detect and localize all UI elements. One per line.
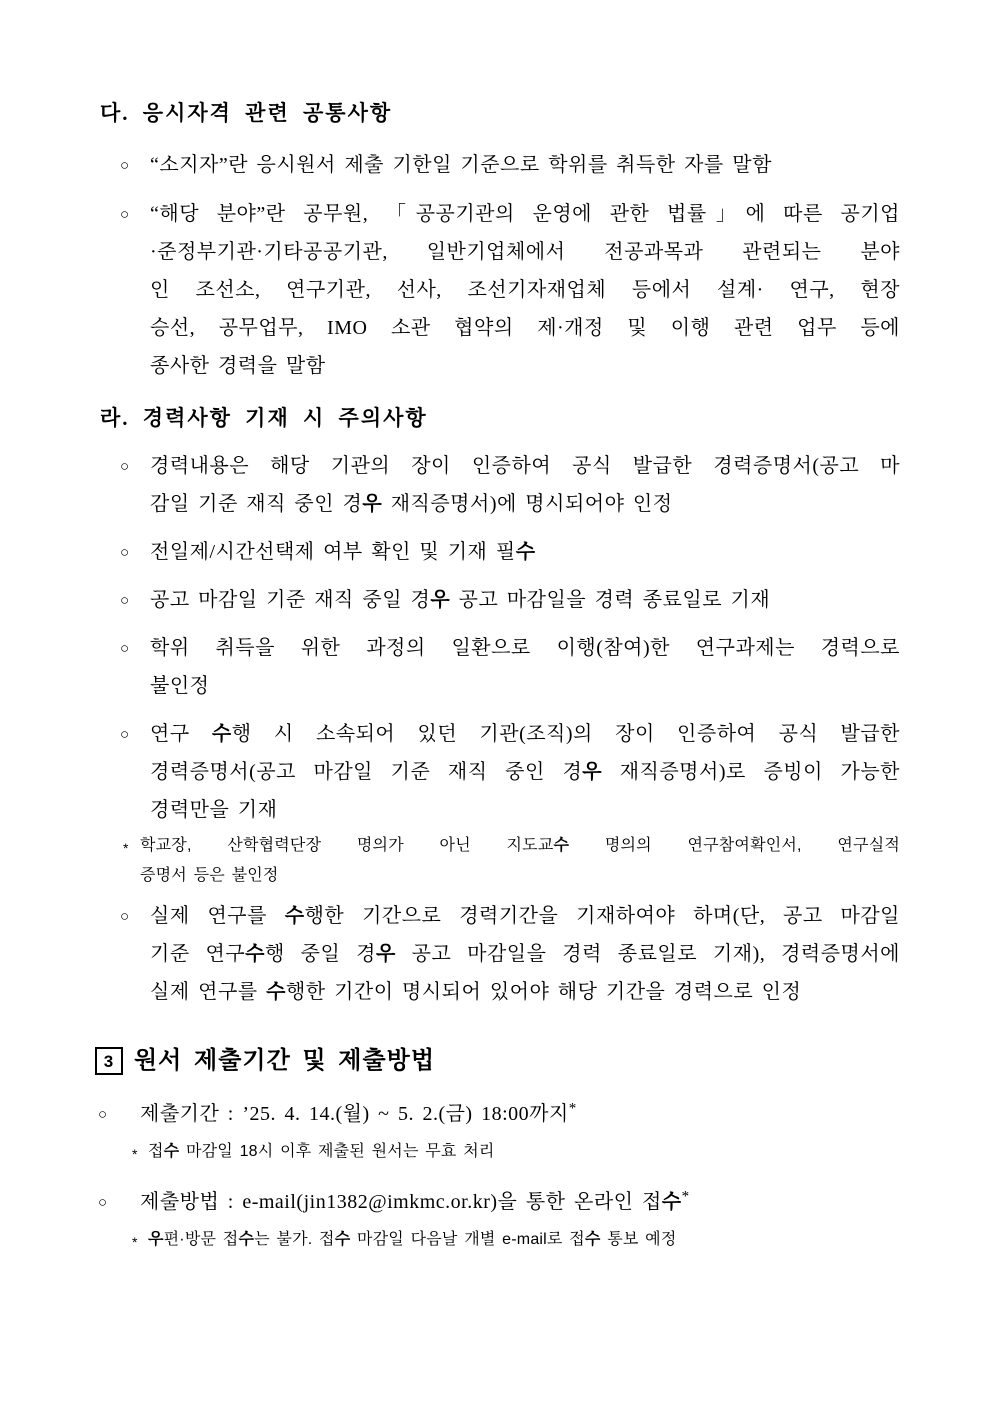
text-line: 승선, 공무업무, IMO 소관 협약의 제·개정 및 이행 관련 업무 등에 — [150, 317, 900, 339]
circle-bullet-marker: ○ — [120, 727, 130, 743]
circle-bullet-marker: ○ — [120, 545, 130, 561]
text-line: 감일 기준 재직 중인 경우 재직증명서)에 명시되어야 인정 — [150, 493, 673, 515]
bullet-item — [100, 1095, 900, 1133]
text-line: 경력내용은 해당 기관의 장이 인증하여 공식 발급한 경력증명서(공고 마 — [150, 455, 900, 477]
asterisk-marker: * — [132, 1234, 138, 1250]
circle-bullet-marker: ○ — [120, 459, 130, 475]
asterisk-marker: * — [123, 840, 129, 856]
circle-bullet-marker: ○ — [120, 158, 130, 174]
text-line — [140, 1095, 900, 1133]
circle-bullet-marker: ○ — [120, 641, 130, 657]
text-line: 인 조선소, 연구기관, 선사, 조선기자재업체 등에서 설계· 연구, 현장 — [150, 279, 900, 301]
text-line: 실제 연구를 수행한 기간으로 경력기간을 기재하여야 하며(단, 공고 마감일 — [150, 905, 900, 927]
submission-method-text: 제출방법 : e-mail(jin1382@imkmc.or.kr)을 통한 온라인 접수 — [140, 1191, 682, 1213]
submission-period-text: 제출기간 : ’25. 4. 14.(월) ~ 5. 2.(금) 18:00까지 — [140, 1103, 569, 1125]
text-line: 경력만을 기재 — [150, 799, 278, 821]
circle-bullet-marker: ○ — [120, 909, 130, 925]
bullet-item — [100, 146, 900, 184]
section-ra — [100, 399, 900, 1011]
text-line: 실제 연구를 수행한 기간이 명시되어 있어야 해당 기간을 경력으로 인정 — [150, 981, 802, 1003]
circle-bullet-marker: ○ — [98, 1107, 108, 1123]
circle-bullet-marker: ○ — [120, 207, 130, 223]
bullet-item — [100, 629, 900, 705]
footnote-line: 우편·방문 접수는 불가. 접수 마감일 다음날 개별 e-mail로 접수 통보 예정 — [148, 1231, 677, 1248]
section-ra-heading: 라. 경력사항 기재 시 주의사항 — [100, 406, 428, 430]
bullet-item — [100, 447, 900, 523]
asterisk-marker: * — [132, 1146, 138, 1162]
footnote-line: 접수 마감일 18시 이후 제출된 원서는 무효 처리 — [148, 1143, 495, 1160]
footnote-item — [115, 831, 900, 891]
text-line: 연구 수행 시 소속되어 있던 기관(조직)의 장이 인증하여 공식 발급한 — [150, 723, 900, 745]
section-number-box: 3 — [95, 1047, 123, 1075]
asterisk-superscript: * — [681, 1188, 690, 1205]
text-line: 불인정 — [150, 675, 210, 697]
footnote-line: 학교장, 산학협력단장 명의가 아닌 지도교수 명의의 연구참여확인서, 연구실적 — [140, 837, 901, 854]
text-line: 전일제/시간선택제 여부 확인 및 기재 필수 — [150, 541, 536, 563]
bullet-item — [100, 897, 900, 1011]
footnote-item — [130, 1225, 900, 1255]
bullet-item — [100, 581, 900, 619]
footnote-line: 증명서 등은 불인정 — [140, 867, 279, 884]
bullet-item — [100, 533, 900, 571]
text-line: “소지자”란 응시원서 제출 기한일 기준으로 학위를 취득한 자를 말함 — [150, 154, 772, 176]
section-3-title: 원서 제출기간 및 제출방법 — [134, 1047, 436, 1074]
text-line: ·준정부기관·기타공공기관, 일반기업체에서 전공과목과 관련되는 분야 — [150, 241, 900, 263]
circle-bullet-marker: ○ — [98, 1195, 108, 1211]
text-line — [140, 1183, 900, 1221]
text-line: 학위 취득을 위한 과정의 일환으로 이행(참여)한 연구과제는 경력으로 — [150, 637, 900, 659]
bullet-item — [100, 1183, 900, 1221]
text-line: 경력증명서(공고 마감일 기준 재직 중인 경우 재직증명서)로 증빙이 가능한 — [150, 761, 900, 783]
circle-bullet-marker: ○ — [120, 593, 130, 609]
section-da-heading: 다. 응시자격 관련 공통사항 — [100, 101, 393, 125]
text-line: “해당 분야”란 공무원, 「공공기관의 운영에 관한 법률」에 따른 공기업 — [150, 203, 900, 225]
section-3-heading — [95, 1041, 900, 1081]
section-3 — [100, 1041, 900, 1255]
bullet-item — [100, 715, 900, 829]
text-line: 공고 마감일 기준 재직 중일 경우 공고 마감일을 경력 종료일로 기재 — [150, 589, 771, 611]
bullet-item — [100, 195, 900, 385]
footnote-item — [130, 1137, 900, 1167]
section-da — [100, 94, 900, 385]
text-line: 종사한 경력을 말함 — [150, 355, 326, 377]
text-line: 기준 연구수행 중일 경우 공고 마감일을 경력 종료일로 기재), 경력증명서에 — [150, 943, 901, 965]
asterisk-superscript: * — [568, 1100, 577, 1117]
